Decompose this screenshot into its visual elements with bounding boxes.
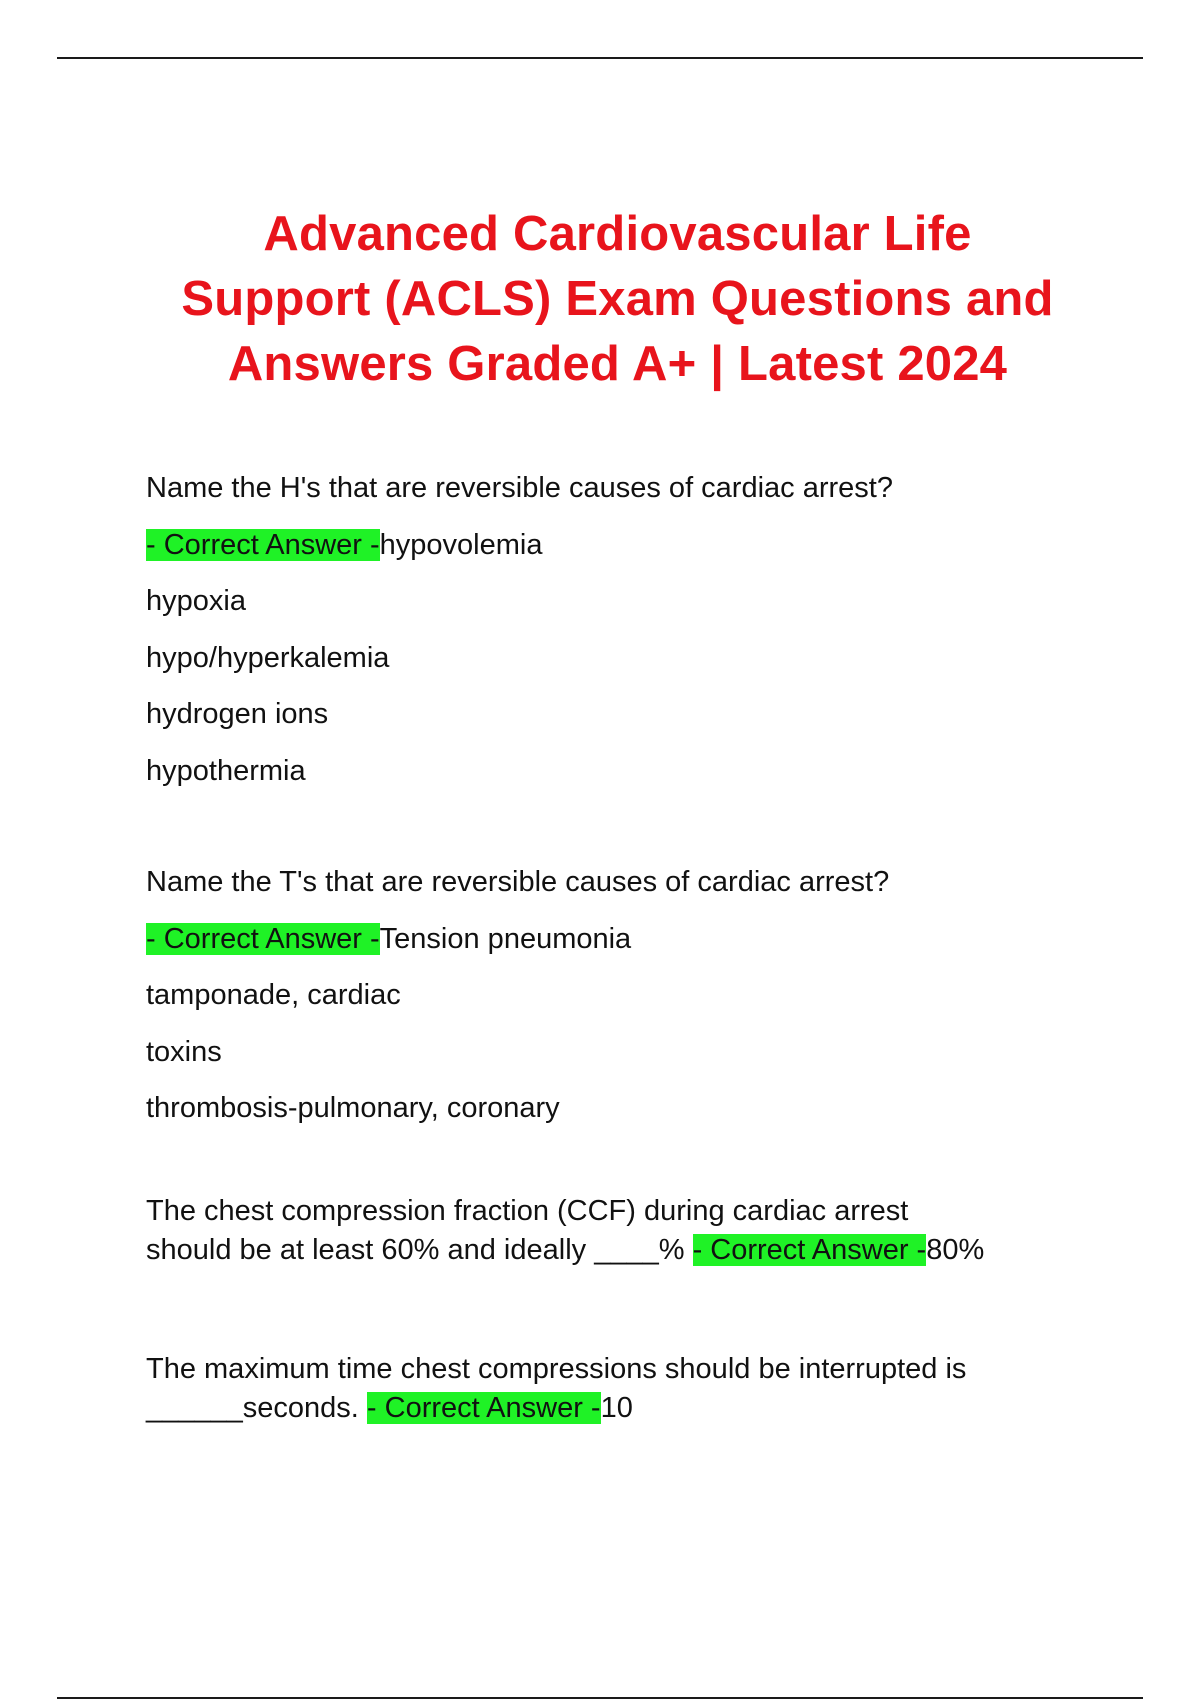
qa-item-max-interruption — [146, 1350, 1106, 1428]
answer-text: Tension pneumonia — [379, 922, 632, 955]
qa-content — [146, 460, 1106, 1428]
answer-line: hypoxia — [146, 585, 246, 617]
answer-line: toxins — [146, 1035, 222, 1068]
correct-answer-tag: - Correct Answer - — [146, 922, 380, 955]
question-line-2: ______seconds. — [146, 1391, 359, 1424]
question-text — [146, 1350, 1106, 1428]
answer-line: hypothermia — [146, 754, 306, 787]
correct-answer-tag: - Correct Answer - — [366, 1391, 601, 1424]
answer-text: hypovolemia — [379, 528, 543, 561]
answer-first-line — [146, 911, 1106, 968]
correct-answer-tag: - Correct Answer - — [146, 528, 380, 561]
answer-line: hydrogen ions — [146, 698, 329, 730]
answer-text: 80% — [926, 1233, 985, 1266]
title-line-3: Answers Graded A+ | Latest 2024 — [227, 337, 1008, 391]
question-text — [146, 1192, 1106, 1270]
question-line-1: The maximum time chest compressions should be interrupted is — [146, 1352, 967, 1385]
question-text: Name the H's that are reversible causes of cardiac arrest? — [146, 472, 893, 504]
bottom-rule — [57, 1697, 1143, 1699]
qa-item-ccf — [146, 1192, 1106, 1270]
top-rule — [57, 57, 1143, 59]
answer-first-line — [146, 517, 1106, 574]
correct-answer-tag: - Correct Answer - — [692, 1233, 927, 1266]
title-line-1: Advanced Cardiovascular Life — [263, 207, 972, 261]
answer-line: tamponade, cardiac — [146, 979, 401, 1011]
question-line-2: should be at least 60% and ideally ____% — [146, 1233, 685, 1266]
qa-item-t-causes — [146, 854, 1106, 1137]
document-title — [100, 202, 1135, 397]
question-line-1: The chest compression fraction (CCF) during cardiac arrest — [146, 1194, 909, 1227]
qa-item-h-causes — [146, 460, 1106, 799]
answer-line: thrombosis-pulmonary, coronary — [146, 1092, 560, 1124]
answer-text: 10 — [600, 1391, 633, 1424]
question-text: Name the T's that are reversible causes of cardiac arrest? — [146, 866, 890, 898]
title-line-2: Support (ACLS) Exam Questions and — [181, 272, 1054, 326]
answer-line: hypo/hyperkalemia — [146, 641, 390, 674]
